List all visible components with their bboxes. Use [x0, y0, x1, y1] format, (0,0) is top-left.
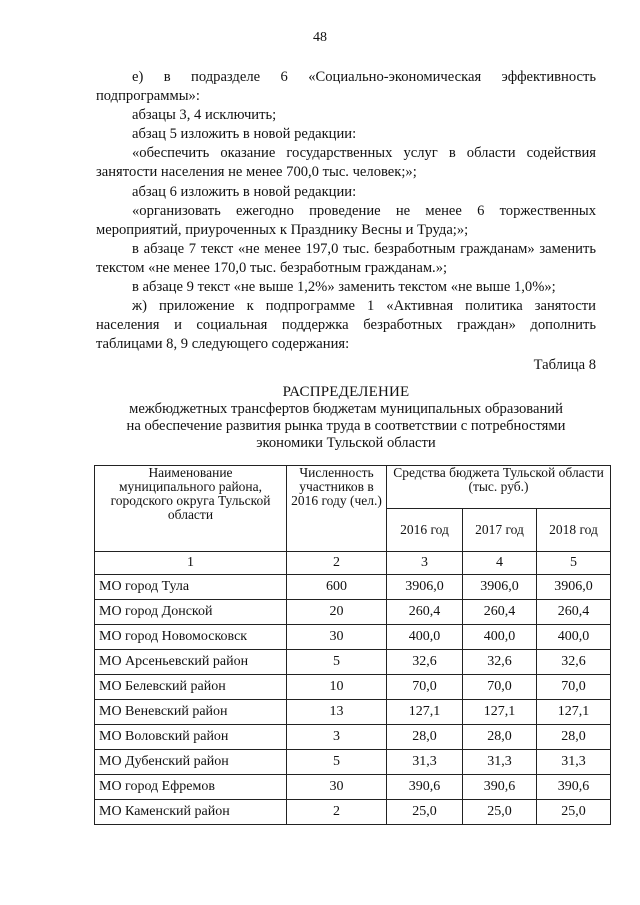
cell-count: 2 [287, 800, 387, 825]
cell-municipality: МО Каменский район [95, 800, 287, 825]
cell-municipality: МО город Новомосковск [95, 625, 287, 650]
index-cell: 3 [387, 552, 463, 575]
heading-title: РАСПРЕДЕЛЕНИЕ [282, 384, 410, 400]
table-row [95, 600, 611, 625]
cell-2016: 400,0 [387, 625, 463, 650]
cell-2018: 25,0 [537, 800, 611, 825]
cell-2018: 127,1 [537, 700, 611, 725]
header-count: Численность участников в 2016 году (чел.) [287, 466, 387, 552]
table-row [95, 675, 611, 700]
table-row [95, 700, 611, 725]
cell-count: 30 [287, 775, 387, 800]
body-text [96, 68, 596, 376]
index-cell: 1 [95, 552, 287, 575]
cell-2017: 32,6 [463, 650, 537, 675]
paragraph-abz6-text: «организовать ежегодно проведение не менее 6 торжественных мероприятий, приуроченных к Празднику Весны и Труда;»; [96, 202, 596, 238]
table-row [95, 775, 611, 800]
cell-2016: 28,0 [387, 725, 463, 750]
cell-municipality: МО Воловский район [95, 725, 287, 750]
cell-municipality: МО Белевский район [95, 675, 287, 700]
header-name: Наименование муниципального района, городского округа Тульской области [95, 466, 287, 552]
cell-2017: 28,0 [463, 725, 537, 750]
cell-2017: 260,4 [463, 600, 537, 625]
cell-2018: 31,3 [537, 750, 611, 775]
cell-municipality: МО город Донской [95, 600, 287, 625]
cell-2018: 28,0 [537, 725, 611, 750]
paragraph-delete-3-4: абзацы 3, 4 исключить; [132, 107, 277, 124]
cell-count: 3 [287, 725, 387, 750]
heading-line-1: межбюджетных трансфертов бюджетам муниципальных образований [129, 401, 563, 417]
header-year-2018: 2018 год [537, 509, 611, 552]
cell-count: 20 [287, 600, 387, 625]
header-year-2016: 2016 год [387, 509, 463, 552]
cell-2017: 400,0 [463, 625, 537, 650]
cell-2017: 127,1 [463, 700, 537, 725]
cell-2017: 31,3 [463, 750, 537, 775]
index-cell: 5 [537, 552, 611, 575]
paragraph-e: е) в подразделе 6 «Социально-экономическая эффективность подпрограммы»: [96, 69, 596, 105]
cell-2016: 32,6 [387, 650, 463, 675]
header-funds: Средства бюджета Тульской области (тыс. руб.) [387, 466, 611, 509]
cell-2017: 25,0 [463, 800, 537, 825]
cell-2017: 70,0 [463, 675, 537, 700]
cell-count: 30 [287, 625, 387, 650]
cell-2018: 3906,0 [537, 575, 611, 600]
cell-municipality: МО Дубенский район [95, 750, 287, 775]
cell-municipality: МО Арсеньевский район [95, 650, 287, 675]
cell-2016: 70,0 [387, 675, 463, 700]
cell-2017: 3906,0 [463, 575, 537, 600]
index-row [95, 552, 611, 575]
cell-2018: 260,4 [537, 600, 611, 625]
cell-2018: 390,6 [537, 775, 611, 800]
paragraph-abz5-text: «обеспечить оказание государственных услуг в области содействия занятости населения не менее 700,0 тыс. человек;»; [96, 145, 596, 181]
cell-count: 13 [287, 700, 387, 725]
table-label: Таблица 8 [533, 357, 596, 374]
cell-2016: 127,1 [387, 700, 463, 725]
cell-2017: 390,6 [463, 775, 537, 800]
cell-2016: 260,4 [387, 600, 463, 625]
cell-2016: 390,6 [387, 775, 463, 800]
cell-2016: 31,3 [387, 750, 463, 775]
paragraph-abz6-edit: абзац 6 изложить в новой редакции: [132, 183, 357, 200]
heading-line-3: экономики Тульской области [256, 435, 436, 451]
heading-line-2: на обеспечение развития рынка труда в соответствии с потребностями [126, 418, 566, 434]
paragraph-zh: ж) приложение к подпрограмме 1 «Активная политика занятости населения и социальная поддержка безработных граждан» дополнить таблицами 8, 9 следующего содержания: [96, 298, 596, 353]
table-row [95, 725, 611, 750]
index-cell: 4 [463, 552, 537, 575]
cell-municipality: МО город Тула [95, 575, 287, 600]
header-year-2017: 2017 год [463, 509, 537, 552]
cell-count: 600 [287, 575, 387, 600]
cell-municipality: МО город Ефремов [95, 775, 287, 800]
cell-2018: 400,0 [537, 625, 611, 650]
cell-2018: 32,6 [537, 650, 611, 675]
cell-count: 5 [287, 750, 387, 775]
table-row [95, 575, 611, 600]
cell-municipality: МО Веневский район [95, 700, 287, 725]
paragraph-abz7: в абзаце 7 текст «не менее 197,0 тыс. безработным гражданам» заменить текстом «не менее 170,0 тыс. безработным гражданам.»; [96, 240, 596, 276]
paragraph-abz9: в абзаце 9 текст «не выше 1,2%» заменить текстом «не выше 1,0%»; [132, 279, 556, 296]
cell-count: 5 [287, 650, 387, 675]
table-row [95, 625, 611, 650]
index-cell: 2 [287, 552, 387, 575]
budget-table [94, 465, 611, 825]
paragraph-abz5-edit: абзац 5 изложить в новой редакции: [132, 126, 357, 143]
cell-2018: 70,0 [537, 675, 611, 700]
table-row [95, 800, 611, 825]
table-row [95, 750, 611, 775]
cell-2016: 3906,0 [387, 575, 463, 600]
page-number: 48 [313, 30, 327, 45]
table-row [95, 650, 611, 675]
cell-2016: 25,0 [387, 800, 463, 825]
cell-count: 10 [287, 675, 387, 700]
table-heading [96, 384, 596, 452]
